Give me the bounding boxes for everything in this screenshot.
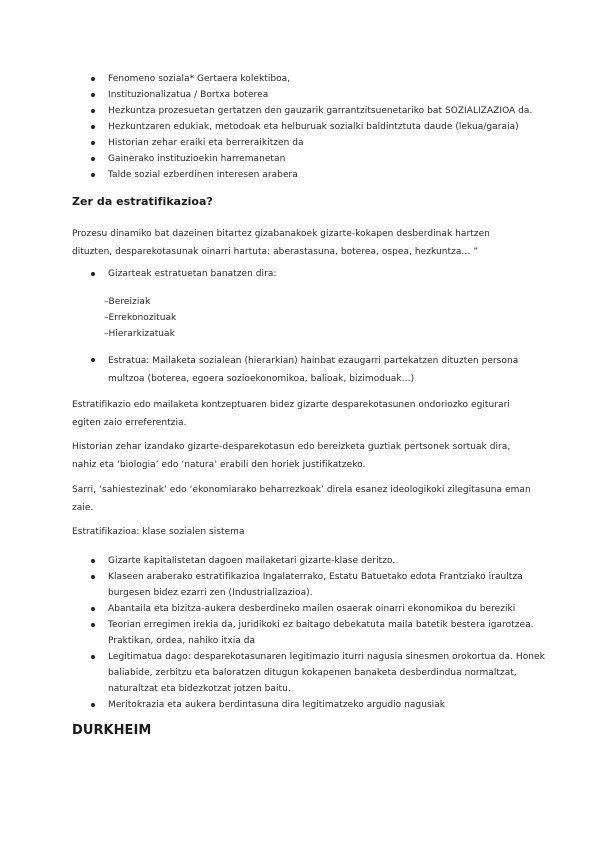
list-item: Hezkuntzaren edukiak, metodoak eta helburuak sozialki baldintztuta daude (lekua/garaia) — [0, 119, 532, 135]
list-item: Gizarteak estratuetan banatzen dira: — [0, 266, 276, 282]
list-item: Legitimatua dago: desparekotasunaren legitimazio iturri nagusia sinesmen orokortua da. Honek baliabide, zerbitzu eta baloratzen ditugun kokapenen banaketa desberdindua normaltzat, naturaltzat eta bidezkotzat jotzen baitu. — [0, 649, 548, 697]
list-item: Talde sozial ezberdinen interesen arabera — [0, 167, 532, 183]
section-heading-estratifikazioa: Zer da estratifikazioa? — [72, 195, 213, 208]
list-item: Estratua: Mailaketa sozialean (hierarkian) hainbat ezaugarri partekatzen dituzten persona multzoa (boterea, egoera sozioekonomikoa, balioak, bizimoduak…) — [0, 352, 548, 388]
list-item: Gainerako instituzioekin harremanetan — [0, 151, 532, 167]
paragraph-sarri: Sarri, ‘sahiestezinak’ edo ‘ekonomiarako beharrezkoak’ direla esanez ideologikoki zilegitasuna eman zaie. — [72, 485, 531, 513]
list-item: Gizarte kapitalistetan dagoen mailaketari gizarte-klase deritzo. — [0, 553, 548, 569]
list-item: Teorian erregimen irekia da, juridikoki ez baitago debekatuta maila batetik bestera igarotzea. Praktikan, ordea, nahiko itxia da — [0, 617, 548, 649]
list-item: Historian zehar eraiki eta berreraikitzen da — [0, 135, 532, 151]
paragraph-mailaketa: Estratifikazio edo mailaketa kontzeptuaren bidez gizarte desparekotasunen ondoriozko egiturari egiten zaio erreferentzia. — [72, 400, 510, 428]
paragraph-klase-sozialen-sistema: Estratifikazioa: klase sozialen sistema — [72, 527, 245, 537]
list-item: Klaseen araberako estratifikazioa Ingalaterrako, Estatu Batuetako edota Frantziako iraultza burgesen bidez ezarri zen (Industrializazioa). — [0, 569, 548, 601]
bullet-list-klaseak — [0, 553, 548, 713]
dash-item-errekonozituak: –Errekonozituak — [104, 313, 177, 323]
list-item: Hezkuntza prozesuetan gertatzen den gauzarik garrantzitsuenetariko bat SOZIALIZAZIOA da. — [0, 103, 532, 119]
list-item: Fenomeno soziala* Gertaera kolektiboa, — [0, 71, 532, 87]
paragraph-definition: Prozesu dinamiko bat dazeinen bitartez gizabanakoek gizarte-kokapen desberdinak hartzen dituzten, desparekotasunak oinarri hartuta: aberastasuna, boterea, ospea, hezkuntza… ” — [72, 229, 490, 257]
list-item: Abantaila eta bizitza-aukera desberdineko mailen osaerak oinarri ekonomikoa du bereziki — [0, 601, 548, 617]
bullet-list-estratua — [0, 352, 548, 388]
paragraph-historian: Historian zehar izandako gizarte-desparekotasun edo bereizketa guztiak pertsonek sortuak dira, nahiz eta ‘biologia’ edo ‘natura’ erabili den horiek justifikatzeko. — [72, 442, 511, 470]
dash-item-hierarkizatuak: –Hierarkizatuak — [104, 329, 175, 339]
section-heading-durkheim: DURKHEIM — [72, 723, 152, 738]
bullet-list-gizarteak — [0, 266, 276, 282]
list-item: Instituzionalizatua / Bortxa boterea — [0, 87, 532, 103]
bullet-list-hezkuntza — [0, 71, 532, 183]
dash-item-bereiziak: –Bereiziak — [104, 297, 151, 307]
list-item: Meritokrazia eta aukera berdintasuna dira legitimatzeko argudio nagusiak — [0, 697, 548, 713]
